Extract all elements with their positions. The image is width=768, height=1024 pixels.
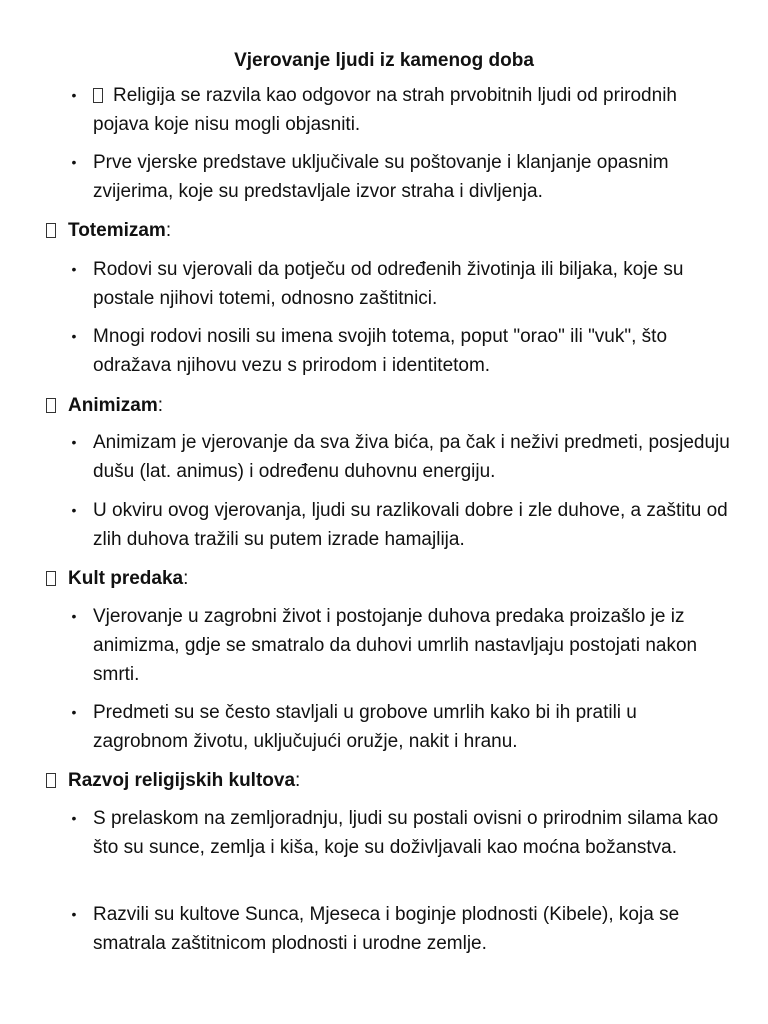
list-item-text: Razvili su kultove Sunca, Mjeseca i boginje plodnosti (Kibele), koja se smatrala zaštitnicom plodnosti i urodne zemlje. bbox=[93, 904, 680, 954]
list-item bbox=[71, 428, 733, 486]
missing-glyph-icon bbox=[46, 223, 56, 238]
list-item bbox=[71, 804, 733, 862]
missing-glyph-icon bbox=[46, 571, 56, 586]
list-item-text: S prelaskom na zemljoradnju, ljudi su postali ovisni o prirodnim silama kao što su sunce, zemlja i kiša, koje su doživljavali kao moćna božanstva. bbox=[93, 808, 719, 858]
heading-colon: : bbox=[295, 770, 301, 791]
list-item bbox=[71, 496, 733, 554]
list-item bbox=[71, 322, 733, 380]
list-item-text: Rodovi su vjerovali da potječu od određenih životinja ili biljaka, koje su postale njihovi totemi, odnosno zaštitnici. bbox=[93, 259, 684, 309]
section-heading-text: Razvoj religijskih kultova bbox=[68, 770, 296, 791]
bullet: • bbox=[71, 704, 77, 720]
list-item-text: Mnogi rodovi nosili su imena svojih totema, poput "orao" ili "vuk", što odražava njihovu vezu s prirodom i identitetom. bbox=[93, 326, 668, 376]
section-heading-text: Animizam bbox=[68, 395, 158, 416]
list-item bbox=[71, 255, 733, 313]
list-item-text: Religija se razvila kao odgovor na strah prvobitnih ljudi od prirodnih pojava koje nisu mogli objasniti. bbox=[93, 85, 677, 135]
bullet: • bbox=[71, 810, 77, 826]
list-item bbox=[71, 900, 733, 958]
list-item-text: Prve vjerske predstave uključivale su poštovanje i klanjanje opasnim zvijerima, koje su predstavljale izvor straha i divljenja. bbox=[93, 152, 669, 202]
list-item-text: U okviru ovog vjerovanja, ljudi su razlikovali dobre i zle duhove, a zaštitu od zlih duhova tražili su putem izrade hamajlija. bbox=[93, 500, 728, 550]
section-heading-text: Totemizam bbox=[68, 220, 166, 241]
bullet: • bbox=[71, 87, 77, 103]
bullet: • bbox=[71, 434, 77, 450]
bullet: • bbox=[71, 261, 77, 277]
list-item bbox=[71, 698, 733, 756]
bullet: • bbox=[71, 154, 77, 170]
list-item bbox=[71, 81, 733, 139]
bullet: • bbox=[71, 502, 77, 518]
section-heading bbox=[46, 766, 300, 795]
bullet: • bbox=[71, 608, 77, 624]
list-item bbox=[71, 148, 733, 206]
bullet: • bbox=[71, 906, 77, 922]
heading-colon: : bbox=[165, 220, 172, 241]
section-heading bbox=[46, 391, 163, 420]
document-title: Vjerovanje ljudi iz kamenog doba bbox=[234, 50, 534, 71]
list-item-text: Animizam je vjerovanje da sva živa bića, pa čak i neživi predmeti, posjeduju dušu (lat. animus) i određenu duhovnu energiju. bbox=[93, 432, 730, 482]
list-item-text: Vjerovanje u zagrobni život i postojanje duhova predaka proizašlo je iz animizma, gdje se smatralo da duhovi umrlih nastavljaju postojati nakon smrti. bbox=[93, 606, 698, 685]
missing-glyph-icon bbox=[93, 88, 103, 103]
list-item-text: Predmeti su se često stavljali u grobove umrlih kako bi ih pratili u zagrobnom životu, uključujući oružje, nakit i hranu. bbox=[93, 702, 637, 752]
section-heading-text: Kult predaka bbox=[68, 568, 184, 589]
heading-colon: : bbox=[157, 395, 164, 416]
missing-glyph-icon bbox=[46, 398, 56, 413]
section-heading bbox=[46, 216, 171, 245]
section-heading bbox=[46, 564, 188, 593]
missing-glyph-icon bbox=[46, 773, 56, 788]
bullet: • bbox=[71, 328, 77, 344]
list-item bbox=[71, 602, 733, 689]
heading-colon: : bbox=[183, 568, 189, 589]
